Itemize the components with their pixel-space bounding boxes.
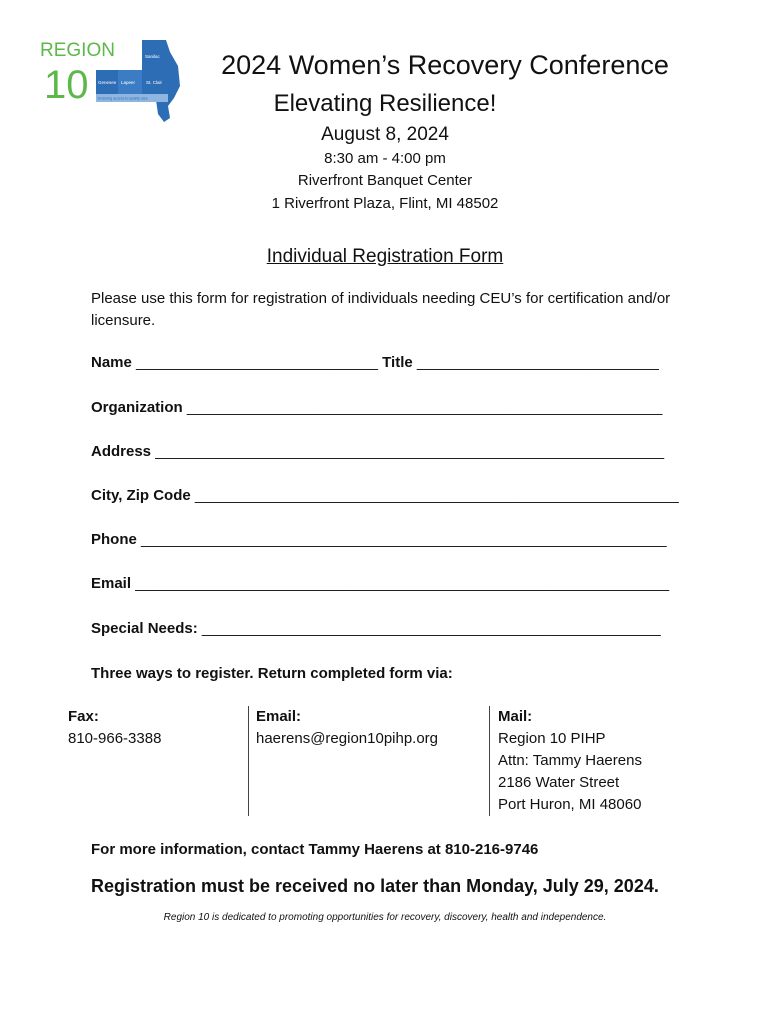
contact-info: For more information, contact Tammy Haerens at 810-216-9746	[91, 841, 539, 858]
mail-label: Mail:	[498, 708, 533, 725]
special-needs-field[interactable]: _______________________________________________________	[201, 620, 661, 637]
address-row	[91, 443, 664, 460]
fax-value: 810-966-3388	[68, 730, 162, 747]
city-zip-label: City, Zip Code	[91, 487, 191, 504]
mail-line: Attn: Tammy Haerens	[498, 752, 642, 769]
logo-county: St. Clair	[146, 80, 163, 85]
email-field[interactable]: ________________________________________________________________	[135, 575, 670, 592]
conference-address: 1 Riverfront Plaza, Flint, MI 48502	[271, 195, 499, 212]
column-divider	[248, 706, 249, 816]
organization-field[interactable]: _________________________________________________________	[186, 399, 663, 416]
organization-label: Organization	[91, 399, 183, 416]
special-needs-label: Special Needs:	[91, 620, 198, 637]
email-value[interactable]: haerens@region10pihp.org	[256, 730, 439, 747]
conference-date: August 8, 2024	[321, 124, 449, 145]
city-zip-field[interactable]: __________________________________________________________	[194, 487, 679, 504]
fax-column	[68, 706, 161, 750]
address-label: Address	[91, 443, 152, 460]
logo-tagline: Ensuring access to quality care	[98, 96, 148, 101]
logo-county: Genesee	[98, 80, 117, 85]
name-field[interactable]: _____________________________	[136, 354, 378, 371]
address-field[interactable]: _____________________________________________________________	[155, 443, 665, 460]
mail-column	[498, 706, 642, 816]
title-label: Title	[382, 354, 413, 371]
registration-deadline: Registration must be received no later than Monday, July 29, 2024.	[91, 876, 659, 896]
mail-line: 2186 Water Street	[498, 774, 620, 791]
conference-title: 2024 Women’s Recovery Conference	[221, 50, 669, 80]
conference-subtitle: Elevating Resilience!	[273, 90, 497, 117]
email-column	[256, 706, 438, 750]
logo-word: REGION	[40, 40, 115, 61]
form-intro: Please use this form for registration of individuals needing CEU’s for certification and/or licensure.	[91, 290, 671, 329]
name-title-row	[91, 354, 659, 371]
logo-county: Sanilac	[145, 54, 160, 59]
logo-county: Lapeer	[121, 80, 136, 85]
organization-row	[91, 399, 662, 416]
city-zip-row	[91, 487, 679, 504]
column-divider	[489, 706, 490, 816]
mail-line: Port Huron, MI 48060	[498, 796, 642, 813]
email-row	[91, 575, 669, 592]
conference-time: 8:30 am - 4:00 pm	[324, 150, 446, 167]
fax-label: Fax:	[68, 708, 99, 725]
email-heading: Email:	[256, 708, 302, 725]
mail-line: Region 10 PIHP	[498, 730, 606, 747]
phone-label: Phone	[91, 531, 137, 548]
phone-row	[91, 531, 667, 548]
title-field[interactable]: _____________________________	[416, 354, 659, 371]
conference-venue: Riverfront Banquet Center	[297, 172, 473, 189]
footer-mission: Region 10 is dedicated to promoting opportunities for recovery, discovery, health and independence.	[163, 912, 607, 923]
register-heading: Three ways to register. Return completed form via:	[91, 665, 453, 682]
special-needs-row	[91, 620, 661, 637]
name-label: Name	[91, 354, 132, 371]
form-title: Individual Registration Form	[266, 246, 504, 267]
phone-field[interactable]: _______________________________________________________________	[141, 531, 667, 548]
email-label: Email	[91, 575, 132, 592]
logo-number: 10	[44, 63, 89, 107]
